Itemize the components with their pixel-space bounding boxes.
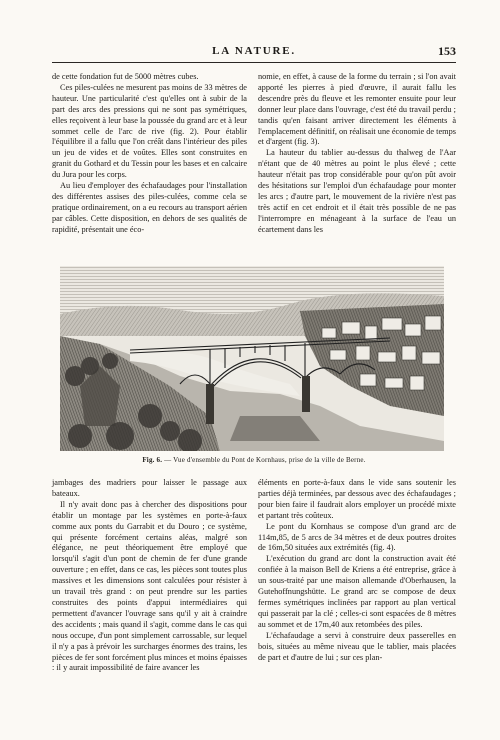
page-number: 153: [438, 44, 456, 58]
paragraph: L'échafaudage a servi à construire deux passerelles en bois, situées au même niveau que le tablier, mais placées de part et d'autre de lui ; sur ces plan-: [258, 630, 456, 662]
paragraph: L'exécution du grand arc dont la construction avait été confiée à la maison Bell de Kriens a été entreprise, grâce à un sous-traité par une maison allemande d'Oberhausen, la Gutehoffnungshütte. Le grand arc se compose de deux fermes symétriques inclinées par rapport au plan vertical qui passerait par la clé ; celles-ci sont espacées de 8 mètres au sommet et de 17m,40 aux retombées des piles.: [258, 554, 456, 629]
journal-title: LA NATURE.: [212, 45, 296, 57]
paragraph: éléments en porte-à-faux dans le vide sans soutenir les parties déjà terminées, par dessous avec des échafaudages ; pour bien faire il faudrait alors employer un procédé mixte et partant très coûteux.: [258, 478, 456, 520]
paragraph: Au lieu d'employer des échafaudages pour l'installation des différentes assises des piles-culées, comme cela se pratique ordinairement, on a eu recours au transport aérien par câbles. Cette disposition, en dehors de ses qualités de rapidité, présentait une éco-: [52, 181, 247, 234]
paragraph: jambages des madriers pour laisser le passage aux bateaux.: [52, 478, 247, 498]
paragraph: Il n'y avait donc pas à chercher des dispositions pour établir un montage par les systèmes en porte-à-faux comme aux ponts du Garrabit et du Douro ; ce système, qui présente forcément certains aléas, malgré son élégance, ne peut théoriquement être employé que lorsqu'il s'agit d'un pont de chemin de fer d'une grande ouverture ; en effet, dans ce cas, les pièces sont toutes plus massives et les dimensions sont calculées pour résister à un travail très grand : on peut prendre sur les parties construites des points d'appui intermédiaires qui permettent d'avancer l'ouvrage sans qu'il y ait à craindre des accidents ; mais quand il s'agit, comme dans le cas qui nous occupe, d'un pont simplement carrossable, sur lequel il n'y a pas à prévoir les surcharges énormes des trains, les pièces de fer sont forcément plus minces et moins épaisses : il y aurait impossibilité de faire avancer les: [52, 499, 247, 673]
running-header: [52, 44, 456, 63]
figure-number: Fig. 6.: [142, 456, 163, 464]
column-top-left: [52, 72, 247, 236]
paragraph: nomie, en effet, à cause de la forme du terrain ; si l'on avait apporté les pierres à pied d'œuvre, il aurait fallu les descendre près du fleuve et les remonter ensuite pour leur donner leur place dans l'ouvrage, c'est été du travail perdu ; tandis qu'en faisant arriver directement les éléments à l'emplacement définitif, on réalisait une économie de temps et d'argent (fig. 3).: [258, 72, 456, 147]
paragraph: de cette fondation fut de 5000 mètres cubes.: [52, 72, 199, 81]
bridge-engraving: [60, 266, 444, 451]
column-bottom-left: [52, 478, 247, 674]
paragraph: Le pont du Kornhaus se compose d'un grand arc de 114m,85, de 5 arcs de 34 mètres et de deux poutres droites de 16m,50 situées aux extrémités (fig. 4).: [258, 521, 456, 553]
figure-caption: [52, 456, 456, 464]
column-bottom-right: [258, 478, 456, 663]
paragraph: Ces piles-culées ne mesurent pas moins de 33 mètres de hauteur. Une particularité c'est qu'elles ont à subir de la part des arcs des pressions qui ne sont pas symétriques, elles reçoivent à leur base la poussée du grand arc et à leur sommet celle de l'arc de rive (fig. 2). Pour établir l'équilibre il a fallu que l'on créât dans l'intérieur des piles un jeu de vides et de voûtes. Elles sont construites en granit du Gothard et du Tessin pour les bases et en calcaire du Jura pour les corps.: [52, 82, 247, 180]
paragraph: La hauteur du tablier au-dessus du thalweg de l'Aar n'étant que de 40 mètres au point le plus élevé ; cette hauteur n'était pas trop considérable pour qu'on pût avoir des hésitations sur l'emploi d'un échafaudage pour monter les arcs ; d'autre part, le mouvement de la rivière n'est pas très actif en cet endroit et il était très possible de ne pas l'interrompre en ménageant à la surface de l'eau un écartement dans les: [258, 148, 456, 234]
column-top-right: [258, 72, 456, 236]
figure-caption-text: — Vue d'ensemble du Pont de Kornhaus, prise de la ville de Berne.: [164, 456, 366, 464]
